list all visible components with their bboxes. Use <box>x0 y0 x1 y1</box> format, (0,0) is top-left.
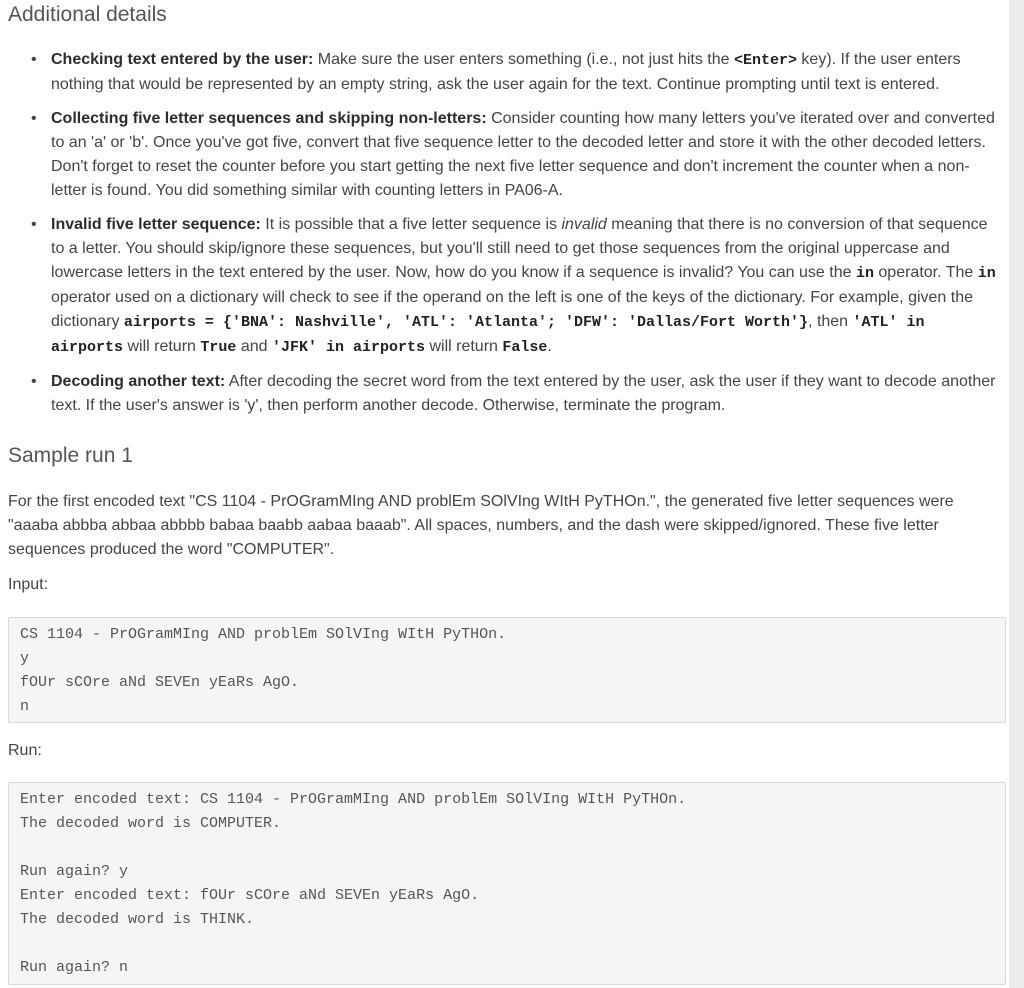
item-text: It is possible that a five letter sequence is <box>260 216 562 233</box>
run-line: Enter encoded text: CS 1104 - PrOGramMIng AND problEm SOlVIng WItH PyTHOn. <box>20 791 687 808</box>
bullet-icon: • <box>31 51 37 68</box>
list-item-invalid <box>8 213 1000 360</box>
emphasis-invalid: invalid <box>561 216 607 233</box>
run-line: The decoded word is THINK. <box>20 911 255 928</box>
list-item-checking <box>8 48 1000 97</box>
item-title: Invalid five letter sequence: <box>51 216 261 233</box>
item-text: operator. The <box>873 264 978 281</box>
code-true: True <box>200 339 237 356</box>
sample-intro-paragraph: For the first encoded text "CS 1104 - PrOGramMIng AND problEm SOlVIng WItH PyTHOn.", the generated five letter sequences were "aaaba abbba abbaa abbbb babaa baabb aabaa baaab". All spaces, numbers, and the dash were skipped/ignored. These five letter sequences produced the word "COMPUTER". <box>8 493 954 558</box>
heading-additional-details: Additional details <box>8 3 167 26</box>
input-line: y <box>20 650 30 667</box>
input-line: CS 1104 - PrOGramMIng AND problEm SOlVIng WItH PyTHOn. <box>20 626 507 643</box>
item-text: will return <box>123 338 201 355</box>
code-atl-in-airports: 'ATL' in airports <box>51 314 925 356</box>
input-line: fOUr sCOre aNd SEVEn yEaRs AgO. <box>20 674 300 691</box>
code-jfk-in-airports: 'JFK' in airports <box>271 339 426 356</box>
input-label: Input: <box>8 576 49 593</box>
input-line: n <box>20 698 30 715</box>
list-item-collecting <box>8 107 1000 203</box>
code-in: in <box>977 265 996 282</box>
item-title: Decoding another text: <box>51 373 226 390</box>
item-text: and <box>236 338 272 355</box>
run-line <box>20 836 994 860</box>
input-code-block <box>8 617 1006 723</box>
item-text: operator used on a dictionary will check to see if the operand on the left is one of the keys of the dictionary. For example, given the dictionary <box>51 289 974 330</box>
code-false: False <box>502 339 548 356</box>
item-text: Consider counting how many letters you've iterated over and converted to an 'a' or 'b'. Once you've got five, convert that five sequence letter to the decoded letter and store it with the other decoded letters. Don't forget to reset the counter before you start getting the next five letter sequence and don't increment the counter when a non-letter is found. You did something similar with counting letters in PA06-A. <box>51 110 995 199</box>
run-line: Run again? y <box>20 863 129 880</box>
code-enter: <Enter> <box>733 52 797 69</box>
item-text: After decoding the secret word from the text entered by the user, ask the user if they want to decode another text. If the user's answer is 'y', then perform another decode. Otherwise, terminate the program. <box>51 373 996 414</box>
item-text: . <box>547 338 552 355</box>
item-text: Make sure the user enters something (i.e., not just hits the <box>313 51 734 68</box>
bullet-icon: • <box>31 373 37 390</box>
item-title: Checking text entered by the user: <box>51 51 314 68</box>
item-title: Collecting five letter sequences and skipping non-letters: <box>51 110 487 127</box>
code-in: in <box>855 265 874 282</box>
run-line: The decoded word is COMPUTER. <box>20 815 282 832</box>
item-text: meaning that there is no conversion of that sequence to a letter. You should skip/ignore these sequences, but you'll still need to get those sequences from the original uppercase and lowercase letters in the text entered by the user. Now, how do you know if a sequence is invalid? You can use the <box>51 216 988 281</box>
bullet-icon: • <box>31 110 37 127</box>
scrollbar-track[interactable] <box>1009 0 1024 988</box>
details-list <box>8 48 1000 428</box>
item-text: , then <box>808 313 853 330</box>
list-item-another <box>8 370 1000 418</box>
run-line: Enter encoded text: fOUr sCOre aNd SEVEn yEaRs AgO. <box>20 887 480 904</box>
item-text: key). If the user enters nothing that would be represented by an empty string, ask the user again for the text. Continue prompting until text is entered. <box>51 51 961 93</box>
bullet-icon: • <box>31 216 37 233</box>
run-line: Run again? n <box>20 959 129 976</box>
code-airports-dict: airports = {'BNA': Nashville', 'ATL': 'Atlanta'; 'DFW': 'Dallas/Fort Worth'} <box>123 314 809 331</box>
heading-sample-run: Sample run 1 <box>8 444 133 467</box>
item-text: will return <box>425 338 503 355</box>
run-label: Run: <box>8 742 42 759</box>
run-line <box>20 932 994 956</box>
run-code-block <box>8 782 1006 985</box>
